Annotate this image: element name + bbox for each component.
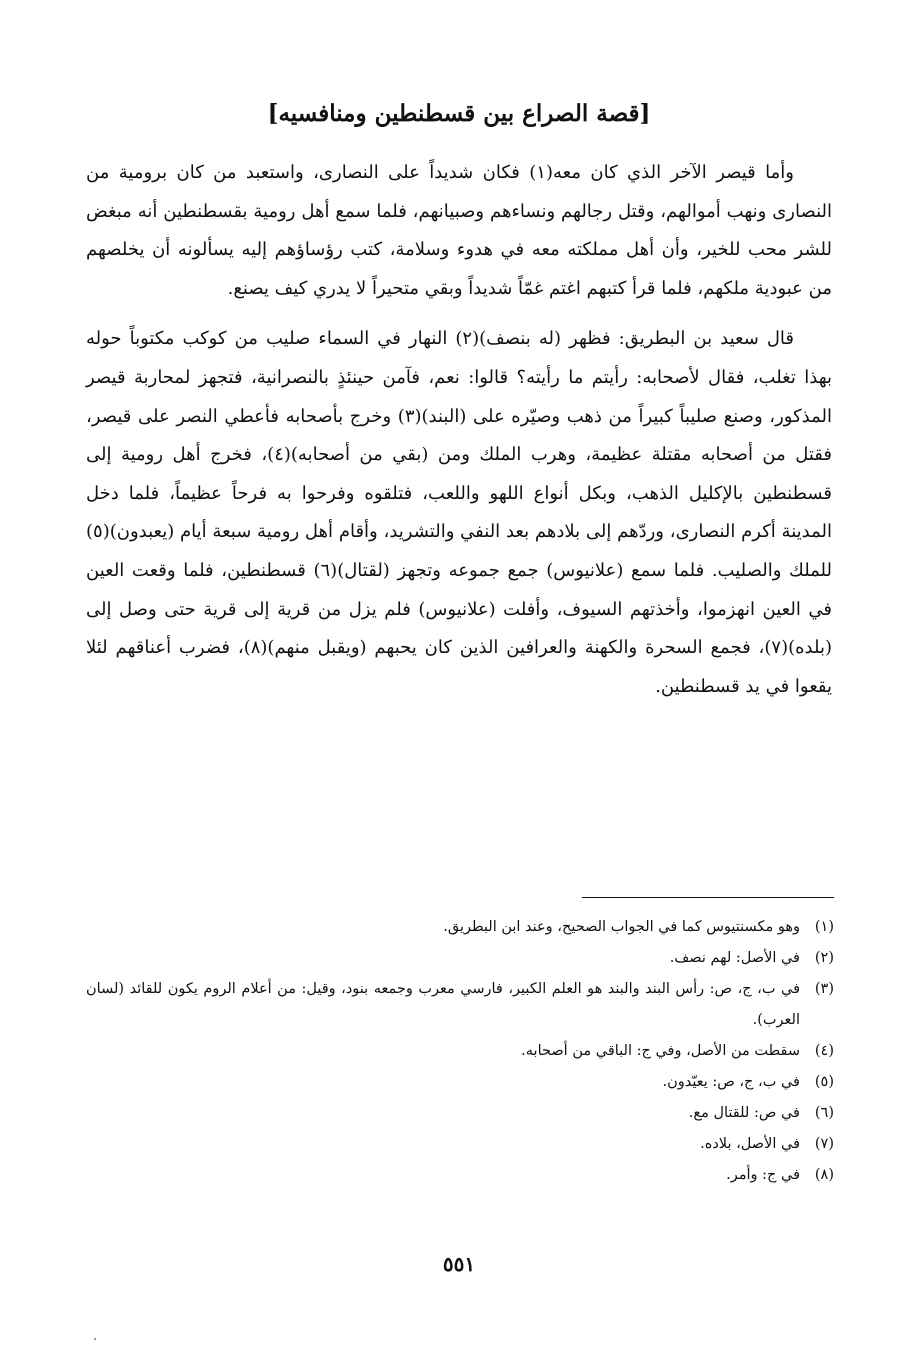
footnote-number: (٦) [814, 1105, 834, 1121]
footnote-number: (٣) [814, 981, 834, 997]
footnote-divider [582, 897, 834, 898]
footnote-text: في الأصل، بلاده. [700, 1136, 800, 1152]
footnote-text: في ص: للقتال مع. [688, 1105, 800, 1121]
footnote-item [86, 943, 834, 974]
footnote-number: (٧) [814, 1136, 834, 1152]
footnote-item [86, 974, 834, 1036]
footnote-text: سقطت من الأصل، وفي ج: الباقي من أصحابه. [521, 1043, 800, 1059]
section-title: [قصة الصراع بين قسطنطين ومنافسيه] [267, 100, 651, 127]
footnote-item [86, 1129, 834, 1160]
footnote-item [86, 1067, 834, 1098]
footnote-item [86, 1098, 834, 1129]
scan-speck [94, 1338, 96, 1340]
footnote-item [86, 1160, 834, 1191]
paragraph-1: وأما قيصر الآخر الذي كان معه(١) فكان شديداً على النصارى، واستعبد من كان برومية من النصارى ونهب أموالهم، وقتل رجالهم ونساءهم وصبيانهم، فلما سمع أهل رومية بقسطنطين أنه مبغض للشر محب للخير، وأن أهل مملكته معه في هدوء وسلامة، كتب رؤساؤهم إليه يسألونه أن يخلصهم من عبودية ملكهم، فلما قرأ كتبهم اغتم غمّاً شديداً وبقي متحيراً لا يدري كيف يصنع. [86, 162, 832, 299]
footnote-text: وهو مكسنتيوس كما في الجواب الصحيح، وعند ابن البطريق. [443, 919, 800, 935]
footnote-text: في ب، ج، ص: يعيّدون. [662, 1074, 800, 1090]
footnote-number: (٨) [814, 1167, 834, 1183]
footnote-text: في ب، ج، ص: رأس البند والبند هو العلم الكبير، فارسي معرب وجمعه بنود، وقيل: من أعلام الروم يكون للقائد (لسان العرب). [86, 981, 801, 1028]
footnote-item [86, 912, 834, 943]
footnote-item [86, 1036, 834, 1067]
footnote-text: في الأصل: لهم نصف. [669, 950, 800, 966]
footnotes [86, 912, 834, 1191]
footnote-number: (٥) [814, 1074, 834, 1090]
footnote-number: (١) [814, 919, 834, 935]
main-text [86, 154, 832, 706]
footnote-number: (٢) [814, 950, 834, 966]
page-number: ٥٥١ [442, 1252, 476, 1276]
footnote-number: (٤) [814, 1043, 834, 1059]
paragraph-2: قال سعيد بن البطريق: فظهر (له بنصف)(٢) النهار في السماء صليب من كوكب مكتوباً حوله بهذا تغلب، فقال لأصحابه: رأيتم ما رأيته؟ قالوا: نعم، فآمن حينئذٍ بالنصرانية، فتجهز لمحاربة قيصر المذكور، وصنع صليباً كبيراً من ذهب وصيّره على (البند)(٣) وخرج بأصحابه فأعطي النصر على قيصر، فقتل من أصحابه مقتلة عظيمة، وهرب الملك ومن (بقي من أصحابه)(٤)، فخرج أهل رومية إلى قسطنطين بالإكليل الذهب، وبكل أنواع اللهو واللعب، فتلقوه وفرحوا به فرحاً عظيماً، فلما دخل المدينة أكرم النصارى، وردّهم إلى بلادهم بعد النفي والتشريد، وأقام أهل رومية سبعة أيام (يعبدون)(٥) للملك والصليب. فلما سمع (علانيوس) جمع جموعه وتجهز (لقتال)(٦) قسطنطين، فلما وقعت العين في العين انهزموا، وأخذتهم السيوف، وأفلت (علانيوس) فلم يزل من قرية إلى قرية حتى وصل إلى (بلده)(٧)، فجمع السحرة والكهنة والعرافين الذين كان يحبهم (ويقبل منهم)(٨)، فضرب أعناقهم لئلا يقعوا في يد قسطنطين. [86, 328, 833, 697]
footnote-text: في ج: وأمر. [726, 1167, 800, 1183]
